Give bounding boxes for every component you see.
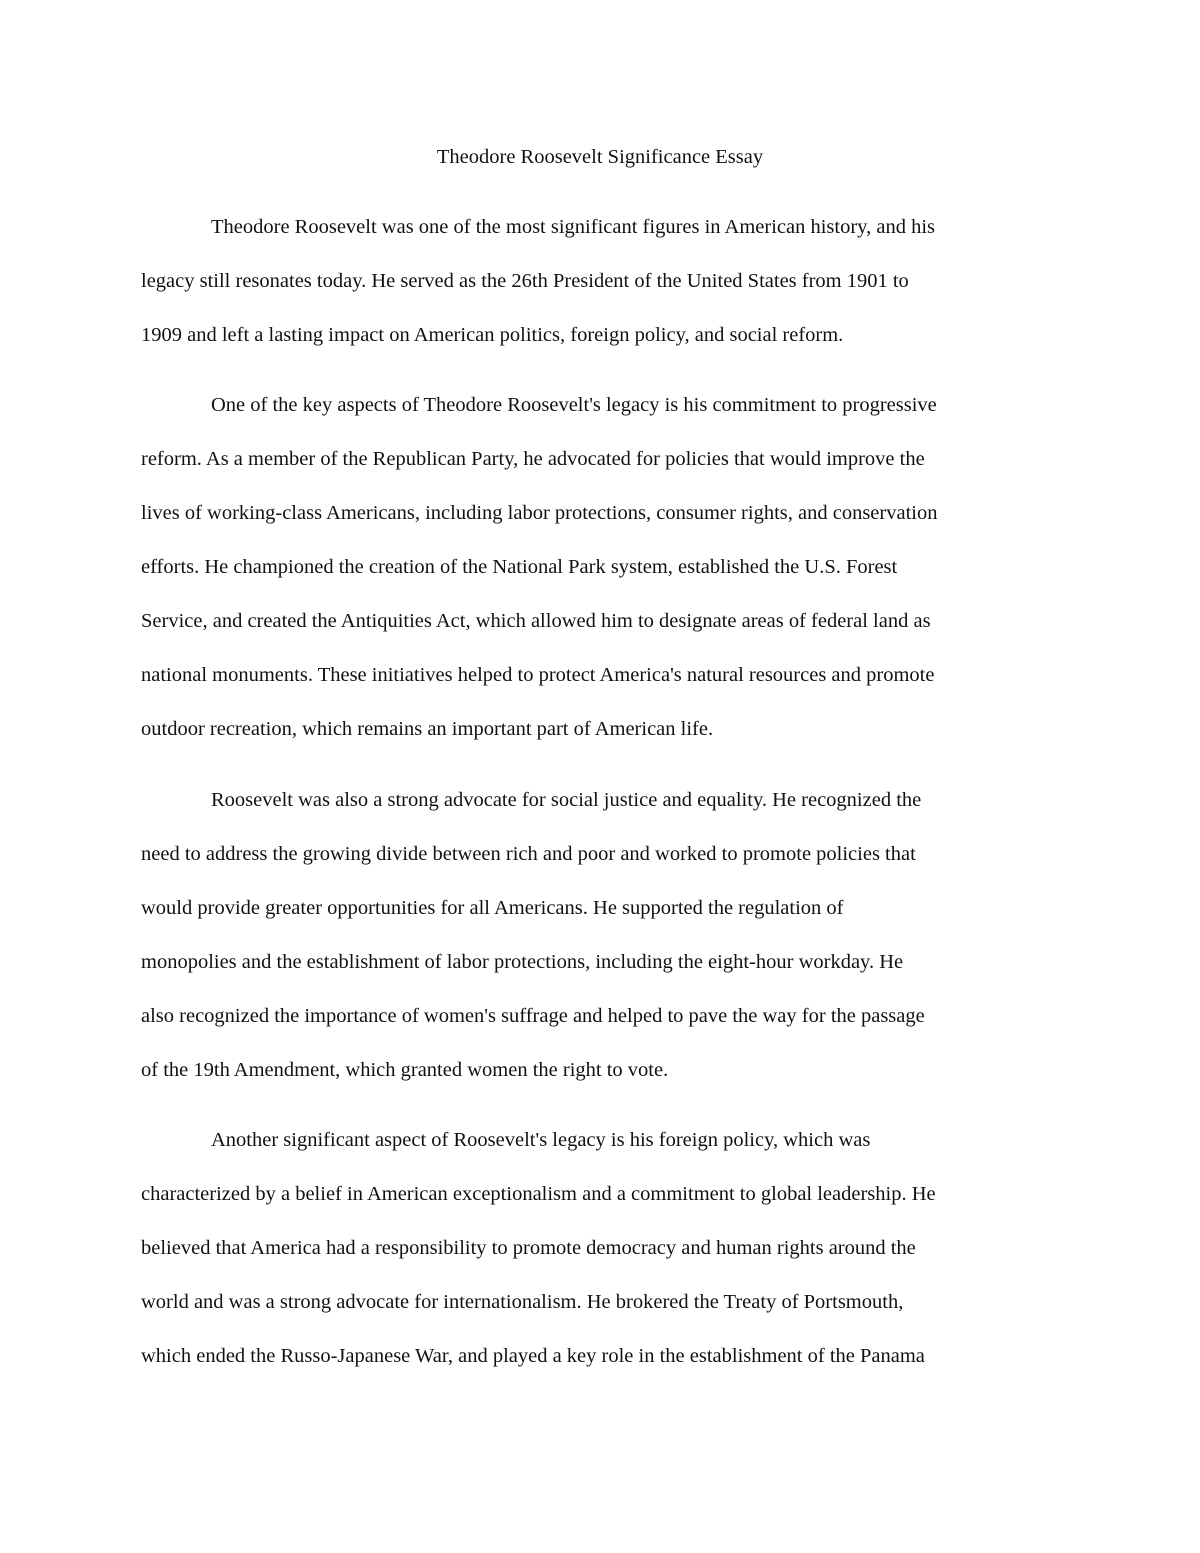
essay-line: One of the key aspects of Theodore Roosevelt's legacy is his commitment to progressive	[211, 394, 937, 416]
essay-line: lives of working-class Americans, including labor protections, consumer rights, and conservation	[141, 502, 938, 524]
essay-line: also recognized the importance of women's suffrage and helped to pave the way for the passage	[141, 1005, 925, 1027]
essay-line: reform. As a member of the Republican Party, he advocated for policies that would improve the	[141, 448, 925, 470]
essay-line: efforts. He championed the creation of the National Park system, established the U.S. Forest	[141, 556, 898, 578]
essay-line: outdoor recreation, which remains an important part of American life.	[141, 718, 714, 740]
essay-title: Theodore Roosevelt Significance Essay	[436, 146, 764, 168]
essay-line: legacy still resonates today. He served as the 26th President of the United States from 1901 to	[141, 270, 909, 292]
essay-line: characterized by a belief in American exceptionalism and a commitment to global leadership. He	[141, 1183, 936, 1205]
essay-line: need to address the growing divide between rich and poor and worked to promote policies that	[141, 843, 916, 865]
essay-line: would provide greater opportunities for all Americans. He supported the regulation of	[141, 897, 844, 919]
essay-line: Theodore Roosevelt was one of the most significant figures in American history, and his	[211, 216, 935, 238]
essay-line: national monuments. These initiatives helped to protect America's natural resources and promote	[141, 664, 935, 686]
essay-line: world and was a strong advocate for internationalism. He brokered the Treaty of Portsmouth,	[141, 1291, 904, 1313]
essay-line: monopolies and the establishment of labor protections, including the eight-hour workday. He	[141, 951, 904, 973]
essay-line: believed that America had a responsibility to promote democracy and human rights around the	[141, 1237, 916, 1259]
essay-line: Another significant aspect of Roosevelt's legacy is his foreign policy, which was	[211, 1129, 871, 1151]
essay-line: Service, and created the Antiquities Act, which allowed him to designate areas of federal land as	[141, 610, 931, 632]
essay-line: of the 19th Amendment, which granted women the right to vote.	[141, 1059, 669, 1081]
essay-line: which ended the Russo-Japanese War, and played a key role in the establishment of the Panama	[141, 1345, 925, 1367]
essay-line: Roosevelt was also a strong advocate for social justice and equality. He recognized the	[211, 789, 922, 811]
essay-line: 1909 and left a lasting impact on American politics, foreign policy, and social reform.	[141, 324, 844, 346]
